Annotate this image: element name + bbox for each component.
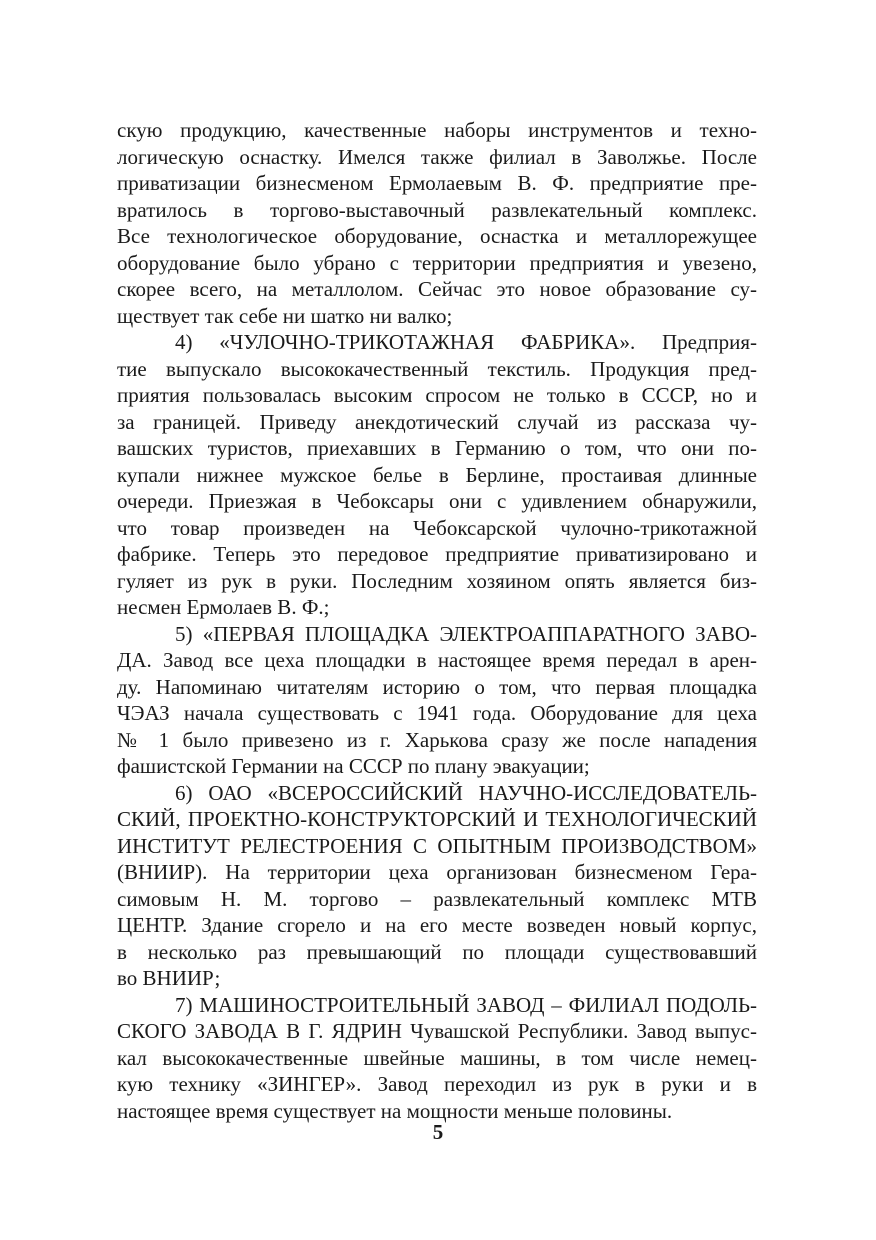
text-line: ДА. Завод все цеха площадки в настоящее время передал в арен- [117, 648, 757, 672]
list-item-6-heading: 6) ОАО «ВСЕРОССИЙСКИЙ НАУЧНО-ИССЛЕДОВАТЕЛЬ- [175, 780, 757, 805]
text-line: ЦЕНТР. Здание сгорело и на его месте возведен новый корпус, [117, 913, 757, 937]
body-text [117, 117, 757, 1124]
text-line: № 1 было привезено из г. Харькова сразу же после нападения [117, 727, 757, 752]
text-line: фашистской Германии на СССР по плану эвакуации; [117, 754, 590, 778]
text-line: симовым Н. М. торгово – развлекательный комплекс МТВ [117, 886, 757, 911]
text-line: вратилось в торгово-выставочный развлекательный комплекс. [117, 197, 757, 222]
text-line: в несколько раз превышающий по площади существовавший [117, 939, 757, 964]
text-line: что товар произведен на Чебоксарской чулочно-трикотажной [117, 515, 757, 540]
page-number: 5 [432, 1120, 444, 1144]
text-line: (ВНИИР). На территории цеха организован бизнесменом Гера- [117, 860, 757, 884]
text-line: гуляет из рук в руки. Последним хозяином опять является биз- [117, 568, 757, 593]
text-line: во ВНИИР; [117, 966, 221, 990]
text-line: фабрике. Теперь это передовое предприятие приватизировано и [117, 542, 757, 566]
text-line: оборудование было убрано с территории предприятия и увезено, [117, 250, 757, 275]
list-item-5-heading: 5) «ПЕРВАЯ ПЛОЩАДКА ЭЛЕКТРОАППАРАТНОГО ЗАВО- [175, 621, 757, 646]
list-item-7-heading: 7) МАШИНОСТРОИТЕЛЬНЫЙ ЗАВОД – ФИЛИАЛ ПОДОЛЬ- [175, 992, 757, 1017]
list-item-4-heading: 4) «ЧУЛОЧНО-ТРИКОТАЖНАЯ ФАБРИКА». Предприя- [175, 330, 757, 354]
text-line: Все технологическое оборудование, оснастка и металлорежущее [117, 224, 757, 248]
text-line: скую продукцию, качественные наборы инструментов и техно- [117, 118, 757, 142]
text-line: приватизации бизнесменом Ермолаевым В. Ф. предприятие пре- [117, 171, 757, 195]
text-line: скорее всего, на металлолом. Сейчас это новое образование су- [117, 277, 757, 301]
text-line: кал высококачественные швейные машины, в том числе немец- [117, 1045, 757, 1070]
text-line: приятия пользовалась высоким спросом не только в СССР, но и [117, 383, 757, 407]
text-line: логическую оснастку. Имелся также филиал в Заволжье. После [117, 144, 757, 169]
text-line: ЧЭАЗ начала существовать с 1941 года. Оборудование для цеха [117, 701, 757, 725]
text-line: ществует так себе ни шатко ни валко; [117, 303, 453, 328]
text-line: купали нижнее мужское белье в Берлине, простаивая длинные [117, 462, 757, 487]
text-line: СКОГО ЗАВОДА В Г. ЯДРИН Чувашской Республики. Завод выпус- [117, 1019, 757, 1043]
text-line: за границей. Приведу анекдотический случай из рассказа чу- [117, 409, 757, 434]
text-line: вашских туристов, приехавших в Германию о том, что они по- [117, 436, 757, 460]
text-line: тие выпускало высококачественный текстиль. Продукция пред- [117, 356, 757, 381]
text-line: настоящее время существует на мощности меньше половины. [117, 1098, 673, 1123]
text-line: несмен Ермолаев В. Ф.; [117, 595, 330, 619]
text-line: ИНСТИТУТ РЕЛЕСТРОЕНИЯ С ОПЫТНЫМ ПРОИЗВОДСТВОМ» [117, 833, 757, 858]
text-line: кую технику «ЗИНГЕР». Завод переходил из рук в руки и в [117, 1072, 757, 1096]
text-line: очереди. Приезжая в Чебоксары они с удивлением обнаружили, [117, 489, 757, 513]
text-line: ду. Напоминаю читателям историю о том, что первая площадка [117, 674, 757, 699]
text-line: СКИЙ, ПРОЕКТНО-КОНСТРУКТОРСКИЙ И ТЕХНОЛОГИЧЕСКИЙ [117, 807, 757, 831]
